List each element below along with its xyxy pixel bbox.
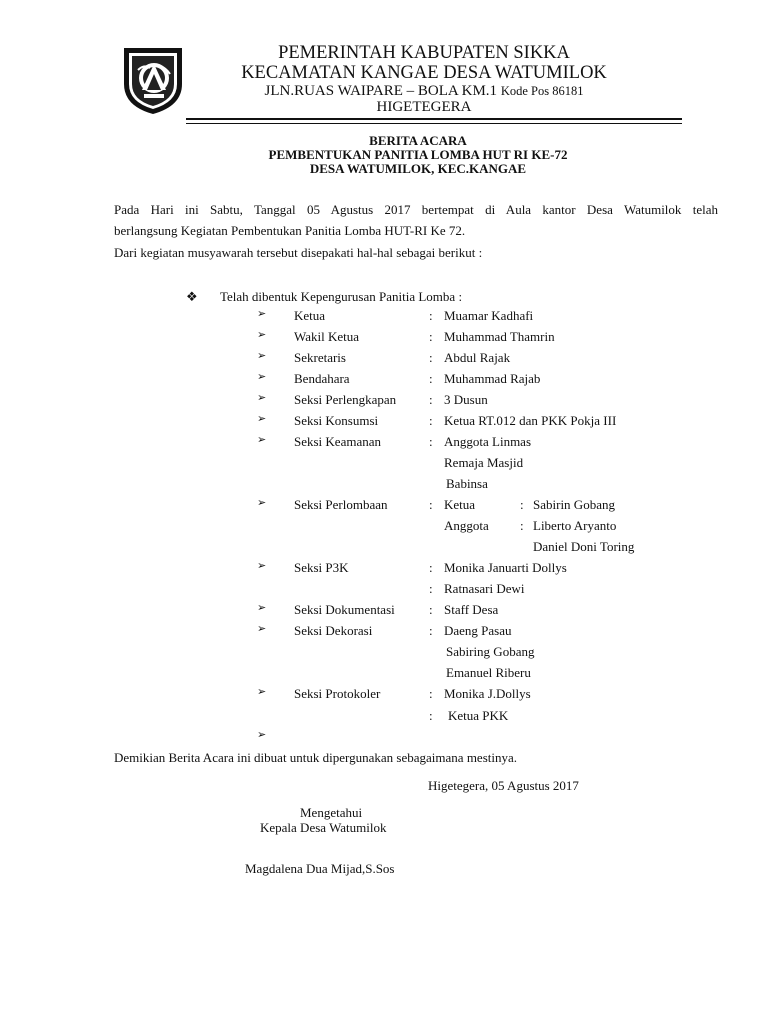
arrow-bullet-icon: ➢ — [257, 434, 267, 446]
arrow-bullet-icon: ➢ — [257, 308, 267, 320]
arrow-bullet-icon: ➢ — [257, 350, 267, 362]
arrow-bullet-icon: ➢ — [257, 729, 267, 741]
label-perlombaan-anggota: Anggota — [444, 518, 489, 533]
role-bendahara: Bendahara — [294, 371, 350, 386]
value-seksi-dekorasi: Emanuel Riberu — [446, 665, 531, 680]
role-seksi-konsumsi: Seksi Konsumsi — [294, 413, 379, 428]
address-street: JLN.RUAS WAIPARE – BOLA KM.1 — [264, 83, 498, 99]
intro-line-1: Pada Hari ini Sabtu, Tanggal 05 Agustus 2017 bertempat di Aula kantor Desa Watumilok telah — [114, 202, 718, 217]
intro-line-3: Dari kegiatan musyawarah tersebut disepakati hal-hal sebagai berikut : — [114, 245, 483, 260]
intro-line-2: berlangsung Kegiatan Pembentukan Panitia Lomba HUT-RI Ke 72. — [114, 223, 466, 238]
value-perlombaan-anggota: Liberto Aryanto — [533, 518, 617, 533]
letterhead-address — [200, 84, 648, 99]
value-seksi-protokoler: Ketua PKK — [448, 708, 509, 723]
arrow-bullet-icon: ➢ — [257, 623, 267, 635]
role-seksi-dokumentasi: Seksi Dokumentasi — [294, 602, 395, 617]
role-seksi-keamanan: Seksi Keamanan — [294, 434, 382, 449]
bullet-diamond-icon — [186, 290, 198, 303]
closing-statement: Demikian Berita Acara ini dibuat untuk dipergunakan sebagaimana mestinya. — [114, 750, 517, 765]
colon: : — [429, 708, 433, 723]
letterhead-district-village: KECAMATAN KANGAE DESA WATUMILOK — [241, 63, 607, 83]
value-seksi-dekorasi: Daeng Pasau — [444, 623, 512, 638]
document-title: BERITA ACARA — [369, 133, 467, 148]
colon: : — [429, 581, 433, 596]
label-perlombaan-ketua: Ketua — [444, 497, 476, 512]
arrow-bullet-icon: ➢ — [257, 413, 267, 425]
value-ketua: Muamar Kadhafi — [444, 308, 534, 323]
role-seksi-perlombaan: Seksi Perlombaan — [294, 497, 388, 512]
arrow-bullet-icon: ➢ — [257, 392, 267, 404]
colon: : — [429, 497, 433, 512]
colon: : — [520, 518, 524, 533]
arrow-bullet-icon: ➢ — [257, 560, 267, 572]
colon: : — [429, 602, 433, 617]
value-bendahara: Muhammad Rajab — [444, 371, 541, 386]
value-wakil-ketua: Muhammad Thamrin — [444, 329, 555, 344]
bullet-text: Telah dibentuk Kepengurusan Panitia Lomba : — [220, 289, 463, 304]
signature-position: Kepala Desa Watumilok — [260, 820, 387, 835]
place-and-date: Higetegera, 05 Agustus 2017 — [428, 778, 579, 793]
document-subtitle: PEMBENTUKAN PANITIA LOMBA HUT RI KE-72 — [268, 147, 568, 162]
arrow-bullet-icon: ➢ — [257, 371, 267, 383]
value-perlombaan-ketua: Sabirin Gobang — [533, 497, 615, 512]
colon: : — [429, 350, 433, 365]
document-subtitle-location: DESA WATUMILOK, KEC.KANGAE — [309, 161, 527, 176]
letterhead-government: PEMERINTAH KABUPATEN SIKKA — [278, 43, 570, 63]
value-perlombaan-anggota: Daniel Doni Toring — [533, 539, 635, 554]
colon: : — [429, 686, 433, 701]
value-seksi-dekorasi: Sabiring Gobang — [446, 644, 535, 659]
letterhead-thick-rule — [186, 118, 682, 120]
role-seksi-perlengkapan: Seksi Perlengkapan — [294, 392, 397, 407]
role-seksi-p3k: Seksi P3K — [294, 560, 349, 575]
value-seksi-konsumsi: Ketua RT.012 dan PKK Pokja III — [444, 413, 617, 428]
colon: : — [429, 560, 433, 575]
colon: : — [429, 371, 433, 386]
value-seksi-p3k: Monika Januarti Dollys — [444, 560, 567, 575]
value-seksi-dokumentasi: Staff Desa — [444, 602, 499, 617]
address-postal-code: Kode Pos 86181 — [500, 84, 584, 98]
role-ketua: Ketua — [294, 308, 326, 323]
role-wakil-ketua: Wakil Ketua — [294, 329, 360, 344]
letterhead-thin-rule — [186, 123, 682, 124]
arrow-bullet-icon: ➢ — [257, 686, 267, 698]
letterhead-place: HIGETEGERA — [376, 99, 472, 115]
role-seksi-dekorasi: Seksi Dekorasi — [294, 623, 373, 638]
signatory-name: Magdalena Dua Mijad,S.Sos — [245, 861, 395, 876]
colon: : — [429, 308, 433, 323]
colon: : — [429, 434, 433, 449]
value-seksi-p3k: Ratnasari Dewi — [444, 581, 525, 596]
arrow-bullet-icon: ➢ — [257, 497, 267, 509]
regency-emblem-logo — [120, 44, 186, 116]
value-seksi-keamanan: Anggota Linmas — [444, 434, 532, 449]
role-sekretaris: Sekretaris — [294, 350, 346, 365]
colon: : — [520, 497, 524, 512]
colon: : — [429, 623, 433, 638]
colon: : — [429, 392, 433, 407]
colon: : — [429, 413, 433, 428]
value-seksi-keamanan: Babinsa — [446, 476, 488, 491]
value-seksi-keamanan: Remaja Masjid — [444, 455, 524, 470]
role-seksi-protokoler: Seksi Protokoler — [294, 686, 381, 701]
value-seksi-perlengkapan: 3 Dusun — [444, 392, 488, 407]
value-sekretaris: Abdul Rajak — [444, 350, 511, 365]
signature-acknowledged: Mengetahui — [300, 805, 363, 820]
arrow-bullet-icon: ➢ — [257, 329, 267, 341]
diamond-bullet-symbol: ❖ — [186, 289, 198, 304]
value-seksi-protokoler: Monika J.Dollys — [444, 686, 531, 701]
colon: : — [429, 329, 433, 344]
arrow-bullet-icon: ➢ — [257, 602, 267, 614]
